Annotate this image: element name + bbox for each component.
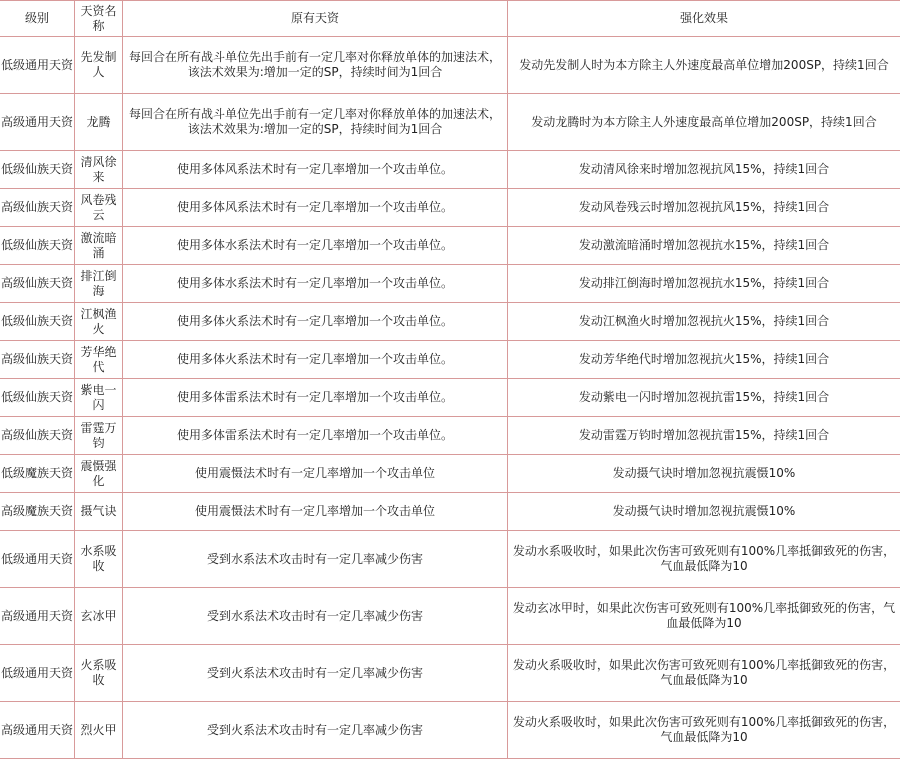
table-row [0,493,900,531]
cell-level: 高级通用天资 [0,94,75,151]
cell-enhanced: 发动摄气诀时增加忽视抗震慑10% [508,493,900,531]
table-row [0,151,900,189]
cell-original: 使用多体火系法术时有一定几率增加一个攻击单位。 [123,303,508,341]
cell-level: 低级仙族天资 [0,379,75,417]
cell-enhanced: 发动先发制人时为本方除主人外速度最高单位增加200SP，持续1回合 [508,37,900,94]
cell-original: 使用多体雷系法术时有一定几率增加一个攻击单位。 [123,417,508,455]
cell-enhanced: 发动火系吸收时，如果此次伤害可致死则有100%几率抵御致死的伤害，气血最低降为10 [508,702,900,759]
cell-level: 高级仙族天资 [0,265,75,303]
cell-name: 风卷残云 [75,189,123,227]
cell-original: 每回合在所有战斗单位先出手前有一定几率对你释放单体的加速法术，该法术效果为:增加一定的SP，持续时间为1回合 [123,37,508,94]
cell-original: 受到水系法术攻击时有一定几率减少伤害 [123,588,508,645]
cell-level: 高级仙族天资 [0,417,75,455]
cell-name: 摄气诀 [75,493,123,531]
cell-original: 受到水系法术攻击时有一定几率减少伤害 [123,531,508,588]
header-original: 原有天资 [123,1,508,37]
cell-level: 低级通用天资 [0,37,75,94]
cell-level: 低级通用天资 [0,645,75,702]
cell-enhanced: 发动紫电一闪时增加忽视抗雷15%，持续1回合 [508,379,900,417]
table-row [0,702,900,759]
cell-name: 排江倒海 [75,265,123,303]
cell-original: 使用震慑法术时有一定几率增加一个攻击单位 [123,493,508,531]
cell-level: 低级通用天资 [0,531,75,588]
cell-level: 低级仙族天资 [0,303,75,341]
cell-level: 高级仙族天资 [0,341,75,379]
table-row [0,265,900,303]
table-row [0,227,900,265]
header-row [0,1,900,37]
cell-level: 高级仙族天资 [0,189,75,227]
cell-original: 使用多体风系法术时有一定几率增加一个攻击单位。 [123,151,508,189]
table-row [0,455,900,493]
table-row [0,531,900,588]
cell-enhanced: 发动火系吸收时，如果此次伤害可致死则有100%几率抵御致死的伤害，气血最低降为10 [508,645,900,702]
cell-enhanced: 发动摄气诀时增加忽视抗震慑10% [508,455,900,493]
table-row [0,417,900,455]
cell-name: 玄冰甲 [75,588,123,645]
header-level: 级别 [0,1,75,37]
header-enhanced: 强化效果 [508,1,900,37]
cell-original: 使用多体水系法术时有一定几率增加一个攻击单位。 [123,265,508,303]
table-row [0,588,900,645]
cell-enhanced: 发动龙腾时为本方除主人外速度最高单位增加200SP，持续1回合 [508,94,900,151]
cell-enhanced: 发动排江倒海时增加忽视抗水15%，持续1回合 [508,265,900,303]
cell-name: 烈火甲 [75,702,123,759]
cell-level: 低级仙族天资 [0,227,75,265]
cell-enhanced: 发动雷霆万钧时增加忽视抗雷15%，持续1回合 [508,417,900,455]
cell-original: 使用震慑法术时有一定几率增加一个攻击单位 [123,455,508,493]
cell-level: 高级通用天资 [0,702,75,759]
cell-original: 每回合在所有战斗单位先出手前有一定几率对你释放单体的加速法术，该法术效果为:增加一定的SP，持续时间为1回合 [123,94,508,151]
table-row [0,341,900,379]
cell-original: 使用多体雷系法术时有一定几率增加一个攻击单位。 [123,379,508,417]
cell-enhanced: 发动清风徐来时增加忽视抗风15%，持续1回合 [508,151,900,189]
cell-enhanced: 发动江枫渔火时增加忽视抗火15%，持续1回合 [508,303,900,341]
cell-enhanced: 发动激流暗涌时增加忽视抗水15%，持续1回合 [508,227,900,265]
cell-name: 震慑强化 [75,455,123,493]
cell-name: 紫电一闪 [75,379,123,417]
cell-original: 使用多体风系法术时有一定几率增加一个攻击单位。 [123,189,508,227]
cell-name: 江枫渔火 [75,303,123,341]
cell-enhanced: 发动玄冰甲时，如果此次伤害可致死则有100%几率抵御致死的伤害，气血最低降为10 [508,588,900,645]
cell-name: 雷霆万钧 [75,417,123,455]
cell-enhanced: 发动芳华绝代时增加忽视抗火15%，持续1回合 [508,341,900,379]
cell-level: 低级仙族天资 [0,151,75,189]
cell-name: 龙腾 [75,94,123,151]
table-row [0,189,900,227]
cell-level: 高级魔族天资 [0,493,75,531]
cell-name: 先发制人 [75,37,123,94]
cell-name: 激流暗涌 [75,227,123,265]
table-row [0,645,900,702]
cell-original: 受到火系法术攻击时有一定几率减少伤害 [123,702,508,759]
table-row [0,379,900,417]
cell-enhanced: 发动水系吸收时，如果此次伤害可致死则有100%几率抵御致死的伤害，气血最低降为10 [508,531,900,588]
cell-name: 火系吸收 [75,645,123,702]
table-row [0,37,900,94]
header-name: 天资名称 [75,1,123,37]
table-row [0,303,900,341]
cell-enhanced: 发动风卷残云时增加忽视抗风15%，持续1回合 [508,189,900,227]
cell-original: 使用多体水系法术时有一定几率增加一个攻击单位。 [123,227,508,265]
table-row [0,94,900,151]
cell-level: 低级魔族天资 [0,455,75,493]
cell-name: 水系吸收 [75,531,123,588]
cell-original: 受到火系法术攻击时有一定几率减少伤害 [123,645,508,702]
cell-original: 使用多体火系法术时有一定几率增加一个攻击单位。 [123,341,508,379]
cell-level: 高级通用天资 [0,588,75,645]
table-body [0,37,900,759]
cell-name: 芳华绝代 [75,341,123,379]
cell-name: 清风徐来 [75,151,123,189]
